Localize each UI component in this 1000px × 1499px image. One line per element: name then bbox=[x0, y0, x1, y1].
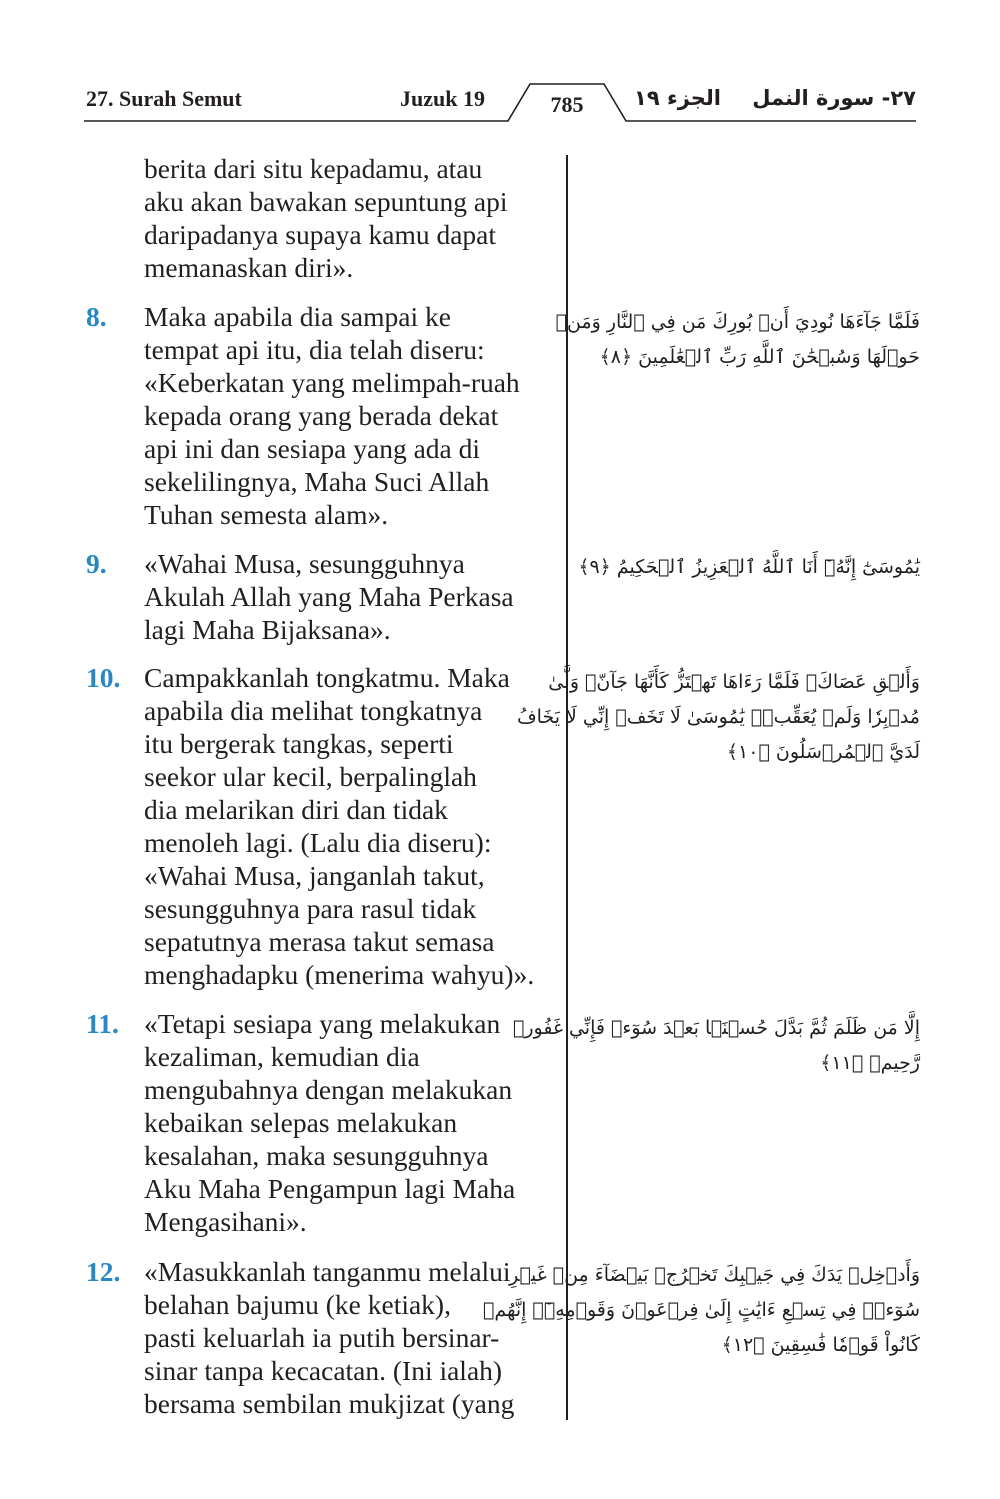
arabic-line: إِلَّا مَن ظَلَمَ ثُمَّ بَدَّلَ حُسۡنَۢا بَعۡدَ سُوٓءٖ فَإِنِّي غَفُورٞ bbox=[512, 1017, 920, 1039]
juzuk-label-latin: Juzuk 19 bbox=[400, 86, 485, 111]
juz-label-arabic: الجزء ١٩ bbox=[634, 86, 721, 110]
arabic-line: فَلَمَّا جَآءَهَا نُودِيَ أَنۢ بُورِكَ مَن فِي ٱلنَّارِ وَمَنۡ bbox=[555, 311, 920, 333]
verse-8-translation bbox=[86, 300, 560, 531]
text-line: berita dari situ kepadamu, atau bbox=[144, 153, 483, 184]
text-line: «Masukkanlah tanganmu melalui bbox=[144, 1256, 511, 1287]
arabic-line: يَٰمُوسَىٰٓ إِنَّهُۥٓ أَنَا ٱللَّهُ ٱلۡعَزِيزُ ٱلۡحَكِيمُ ﴿٩﴾ bbox=[578, 556, 920, 578]
verse-number: 10. bbox=[86, 662, 121, 693]
verse-number: 9. bbox=[86, 548, 107, 579]
verse-11-translation bbox=[86, 1007, 560, 1238]
arabic-line: سُوٓءٖۖ فِي تِسۡعِ ءَايَٰتٍ إِلَىٰ فِرۡعَوۡنَ وَقَوۡمِهِۦٓۚ إِنَّهُمۡ bbox=[483, 1299, 920, 1321]
verse-number: 12. bbox=[86, 1256, 121, 1287]
arabic-line: كَانُواْ قَوۡمٗا فَٰسِقِينَ ﴿١٢﴾ bbox=[721, 1334, 920, 1356]
text-line: «Tetapi sesiapa yang melakukan bbox=[144, 1008, 501, 1039]
text-line: itu bergerak tangkas, seperti bbox=[144, 728, 454, 759]
text-line: kesalahan, maka sesungguhnya bbox=[144, 1140, 489, 1171]
text-line: bersama sembilan mukjizat (yang bbox=[144, 1388, 515, 1419]
text-line: menghadapku (menerima wahyu)». bbox=[144, 959, 535, 990]
text-line: belahan bajumu (ke ketiak), bbox=[144, 1289, 451, 1320]
text-line: dia melarikan diri dan tidak bbox=[144, 794, 448, 825]
verse-10-translation bbox=[86, 661, 560, 991]
text-line: «Wahai Musa, sesungguhnya bbox=[144, 548, 465, 579]
page-number: 785 bbox=[550, 92, 584, 117]
verse-12-translation bbox=[86, 1255, 560, 1420]
text-line: pasti keluarlah ia putih bersinar- bbox=[144, 1322, 500, 1353]
arabic-line: حَوۡلَهَا وَسُبۡحَٰنَ ٱللَّهِ رَبِّ ٱلۡعَٰلَمِينَ ﴿٨﴾ bbox=[599, 346, 920, 368]
verse-11-arabic bbox=[512, 1011, 920, 1081]
page-header bbox=[0, 0, 1000, 130]
text-line: «Keberkatan yang melimpah-ruah bbox=[144, 367, 520, 398]
continuation-text bbox=[86, 152, 560, 284]
text-line: Aku Maha Pengampun lagi Maha bbox=[144, 1173, 516, 1204]
text-line: lagi Maha Bijaksana». bbox=[144, 614, 391, 645]
text-line: sekelilingnya, Maha Suci Allah bbox=[144, 466, 490, 497]
text-line: «Wahai Musa, janganlah takut, bbox=[144, 860, 485, 891]
verse-12-arabic bbox=[483, 1258, 920, 1363]
text-line: kepada orang yang berada dekat bbox=[144, 400, 499, 431]
arabic-line: رَّحِيمٞ ﴿١١﴾ bbox=[820, 1052, 920, 1074]
verse-number: 11. bbox=[86, 1008, 119, 1039]
verse-10-arabic bbox=[516, 665, 920, 770]
verse-number: 8. bbox=[86, 301, 107, 332]
text-line: sinar tanpa kecacatan. (Ini ialah) bbox=[144, 1355, 503, 1386]
surah-title-arabic: ٢٧- سورة النمل bbox=[752, 86, 916, 110]
arabic-line: وَأَدۡخِلۡ يَدَكَ فِي جَيۡبِكَ تَخۡرُجۡ بَيۡضَآءَ مِنۡ غَيۡرِ bbox=[509, 1264, 920, 1286]
text-line: Mengasihani». bbox=[144, 1206, 307, 1237]
text-line: api ini dan sesiapa yang ada di bbox=[144, 433, 481, 464]
text-line: menoleh lagi. (Lalu dia diseru): bbox=[144, 827, 492, 858]
text-line: memanaskan diri». bbox=[144, 252, 354, 283]
text-line: mengubahnya dengan melakukan bbox=[144, 1074, 513, 1105]
text-line: Campakkanlah tongkatmu. Maka bbox=[144, 662, 510, 693]
text-line: kebaikan selepas melakukan bbox=[144, 1107, 458, 1138]
text-line: apabila dia melihat tongkatnya bbox=[144, 695, 483, 726]
text-line: aku akan bawakan sepuntung api bbox=[144, 186, 508, 217]
text-line: sesungguhnya para rasul tidak bbox=[144, 893, 477, 924]
verse-9-arabic bbox=[578, 550, 920, 585]
header-rule bbox=[0, 0, 1000, 130]
text-line: daripadanya supaya kamu dapat bbox=[144, 219, 497, 250]
text-line: tempat api itu, dia telah diseru: bbox=[144, 334, 485, 365]
verse-9-translation bbox=[86, 547, 560, 646]
surah-title-latin: 27. Surah Semut bbox=[86, 86, 242, 111]
text-line: Tuhan semesta alam». bbox=[144, 499, 389, 530]
text-line: kezaliman, kemudian dia bbox=[144, 1041, 420, 1072]
verse-8-arabic bbox=[555, 305, 920, 375]
arabic-line: وَأَلۡقِ عَصَاكَۚ فَلَمَّا رَءَاهَا تَهۡتَزُّ كَأَنَّهَا جَآنّٞ وَلَّىٰ bbox=[548, 671, 920, 693]
column-divider bbox=[566, 155, 568, 1420]
text-line: seekor ular kecil, berpalinglah bbox=[144, 761, 477, 792]
arabic-line: مُدۡبِرٗا وَلَمۡ يُعَقِّبۡۚ يَٰمُوسَىٰ لَا تَخَفۡ إِنِّي لَا يَخَافُ bbox=[516, 706, 920, 728]
arabic-line: لَدَيَّ ٱلۡمُرۡسَلُونَ ﴿١٠﴾ bbox=[726, 741, 920, 763]
text-line: sepatutnya merasa takut semasa bbox=[144, 926, 495, 957]
text-line: Maka apabila dia sampai ke bbox=[144, 301, 451, 332]
text-line: Akulah Allah yang Maha Perkasa bbox=[144, 581, 514, 612]
